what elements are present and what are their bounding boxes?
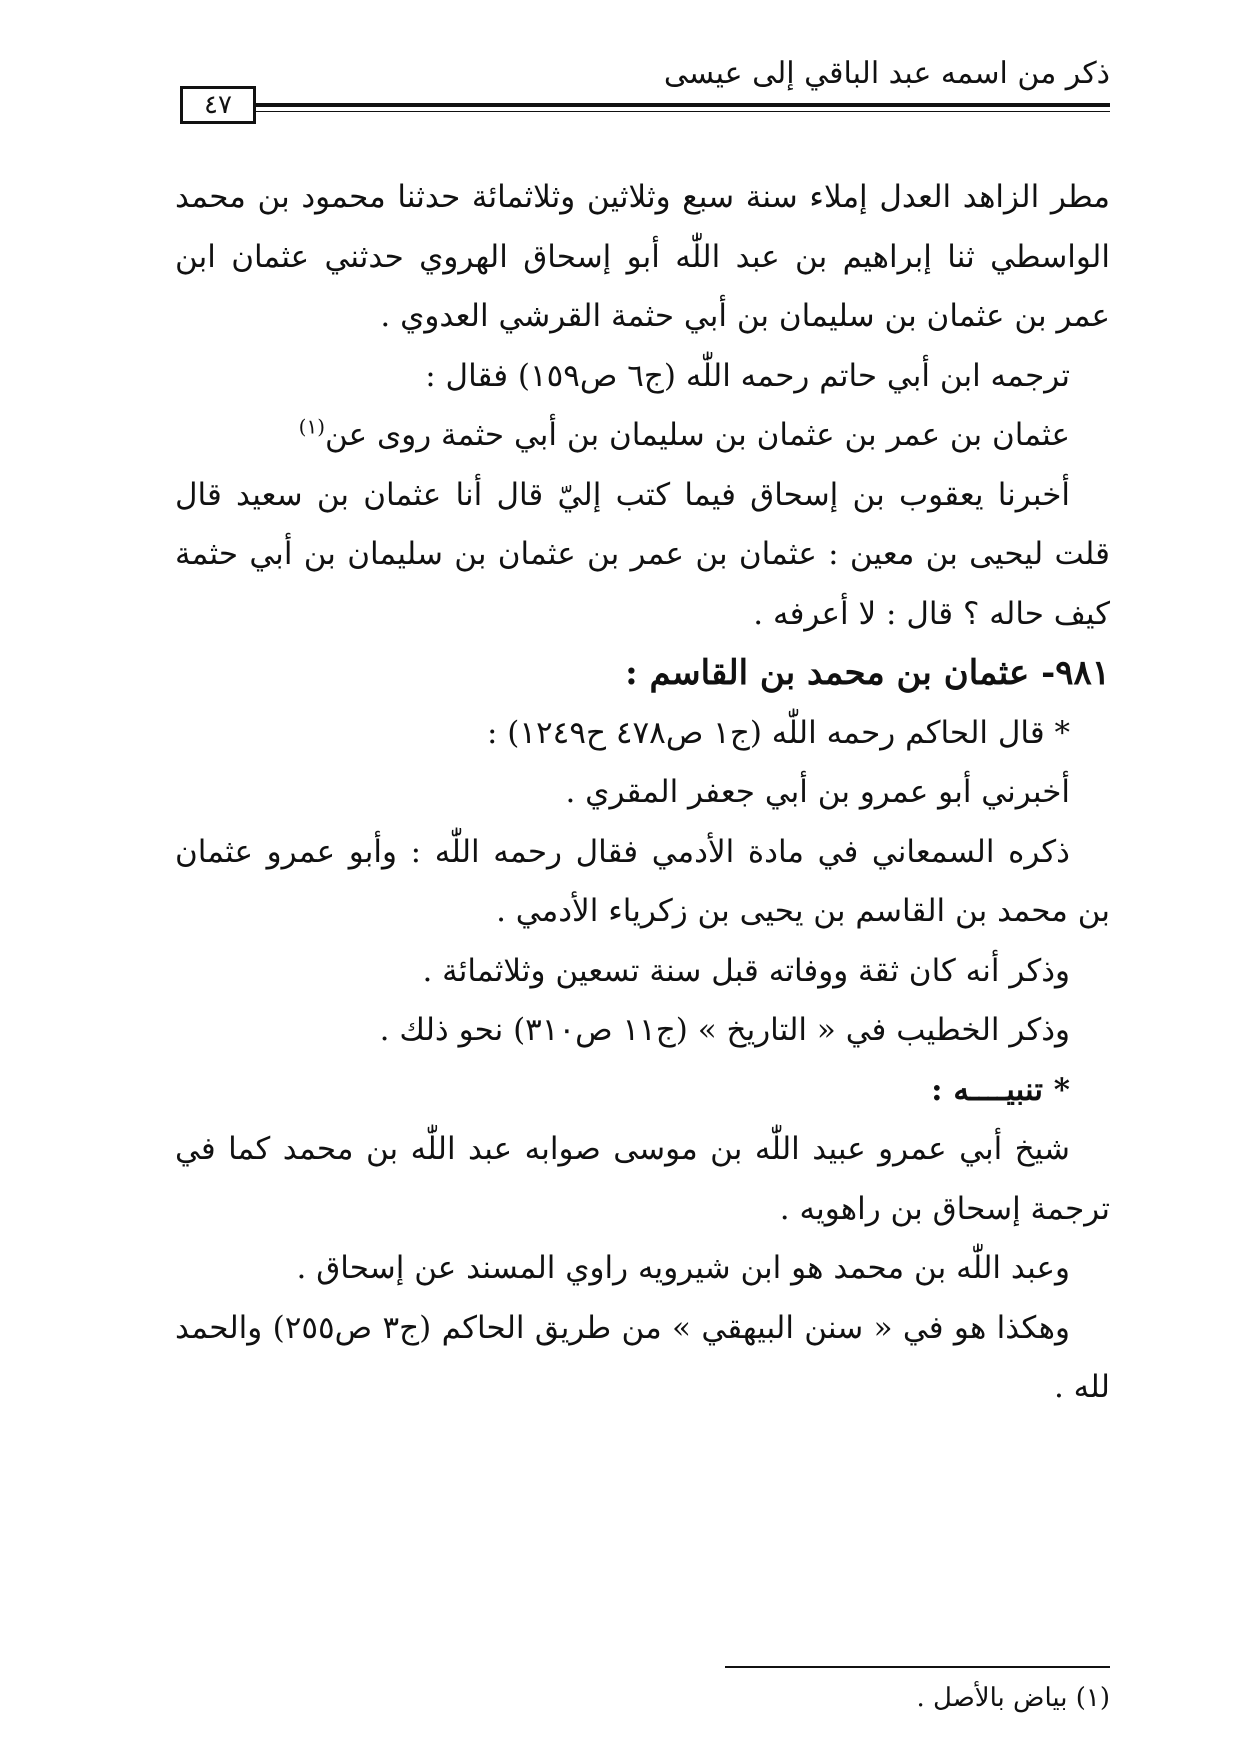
note-label: * تنبيــــه :: [931, 1071, 1070, 1108]
paragraph-text: عثمان بن عمر بن عثمان بن سليمان بن أبي حثمة روى عن: [325, 417, 1070, 453]
paragraph: ترجمه ابن أبي حاتم رحمه اللّٰه (ج٦ ص١٥٩) فقال :: [425, 357, 1070, 394]
paragraph: شيخ أبي عمرو عبيد اللّٰه بن موسى صوابه عبد اللّٰه بن محمد كما في ترجمة إسحاق بن راهويه .: [175, 1131, 1110, 1227]
footnote: (١) بياض بالأصل .: [916, 1683, 1110, 1713]
paragraph: وعبد اللّٰه بن محمد هو ابن شيرويه راوي المسند عن إسحاق .: [296, 1250, 1070, 1286]
main-text: [175, 168, 1110, 1418]
header-rule-thin: [256, 111, 1110, 112]
header-rule: [256, 103, 1110, 107]
paragraph: ذكره السمعاني في مادة الأدمي فقال رحمه اللّٰه : وأبو عمرو عثمان بن محمد بن القاسم بن يحيى بن زكرياء الأدمي .: [175, 833, 1110, 929]
paragraph: وذكر أنه كان ثقة ووفاته قبل سنة تسعين وثلاثمائة .: [422, 952, 1070, 989]
footnote-divider: [725, 1666, 1110, 1668]
paragraph: * قال الحاكم رحمه اللّٰه (ج١ ص٤٧٨ ح١٢٤٩) :: [486, 714, 1070, 751]
paragraph: وهكذا هو في « سنن البيهقي » من طريق الحاكم (ج٣ ص٢٥٥) والحمد لله .: [175, 1309, 1110, 1405]
paragraph: أخبرنا يعقوب بن إسحاق فيما كتب إليّ قال أنا عثمان بن سعيد قال قلت ليحيى بن معين : عثمان بن عمر بن عثمان بن سليمان بن أبي حثمة كيف حاله ؟ قال : لا أعرفه .: [175, 476, 1110, 632]
page-number: ٤٧: [180, 86, 256, 124]
paragraph: مطر الزاهد العدل إملاء سنة سبع وثلاثين وثلاثمائة حدثنا محمود بن محمد الواسطي ثنا إبراهيم بن عبد اللّٰه أبو إسحاق الهروي حدثني عثمان ابن عمر بن عثمان بن سليمان بن أبي حثمة القرشي العدوي .: [175, 179, 1110, 334]
paragraph: أخبرني أبو عمرو بن أبي جعفر المقري .: [565, 774, 1070, 810]
paragraph: وذكر الخطيب في « التاريخ » (ج١١ ص٣١٠) نحو ذلك .: [379, 1012, 1070, 1048]
footnote-reference: (١): [298, 414, 326, 439]
entry-heading: ٩٨١- عثمان بن محمد بن القاسم :: [625, 653, 1110, 693]
running-header-title: ذكر من اسمه عبد الباقي إلى عيسى: [663, 56, 1110, 91]
paragraph: [175, 406, 1110, 466]
